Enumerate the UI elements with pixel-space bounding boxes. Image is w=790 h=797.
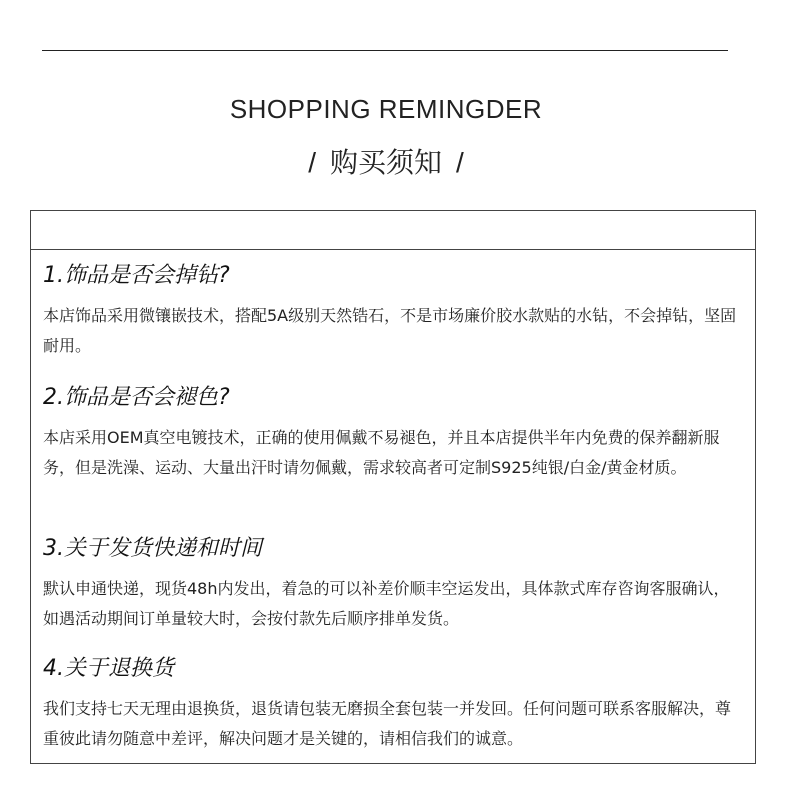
faq-box (30, 210, 756, 764)
chinese-title-row (0, 141, 772, 181)
slash-left: / (308, 147, 316, 178)
faq-answer: 我们支持七天无理由退换货，退货请包装无磨损全套包装一并发回。任何问题可联系客服解决，尊重彼此请勿随意中差评，解决问题才是关键的，请相信我们的诚意。 (43, 699, 732, 748)
faq-answer: 本店饰品采用微镶嵌技术，搭配5A级别天然锆石，不是市场廉价胶水款贴的水钻，不会掉钻，坚固耐用。 (43, 306, 737, 355)
faq-question: 3.关于发货快递和时间 (43, 536, 262, 561)
faq-item-2 (43, 383, 743, 483)
box-header-divider (31, 249, 755, 250)
faq-question: 1.饰品是否会掉钻? (43, 263, 230, 288)
faq-answer: 本店采用OEM真空电镀技术，正确的使用佩戴不易褪色，并且本店提供半年内免费的保养翻新服务，但是洗澡、运动、大量出汗时请勿佩戴，需求较高者可定制S925纯银/白金/黄金材质。 (43, 428, 720, 477)
english-title: SHOPPING REMINGDER (229, 94, 543, 124)
top-divider (42, 50, 728, 51)
chinese-title: 购买须知 (329, 146, 442, 179)
faq-answer: 默认申通快递，现货48h内发出，着急的可以补差价顺丰空运发出，具体款式库存咨询客服确认，如遇活动期间订单量较大时，会按付款先后顺序排单发货。 (43, 579, 730, 628)
faq-item-1 (43, 261, 743, 361)
faq-item-3 (43, 534, 743, 634)
slash-right: / (456, 147, 464, 178)
faq-question: 2.饰品是否会褪色? (43, 385, 230, 410)
faq-question: 4.关于退换货 (43, 656, 174, 681)
faq-item-4 (43, 654, 743, 754)
